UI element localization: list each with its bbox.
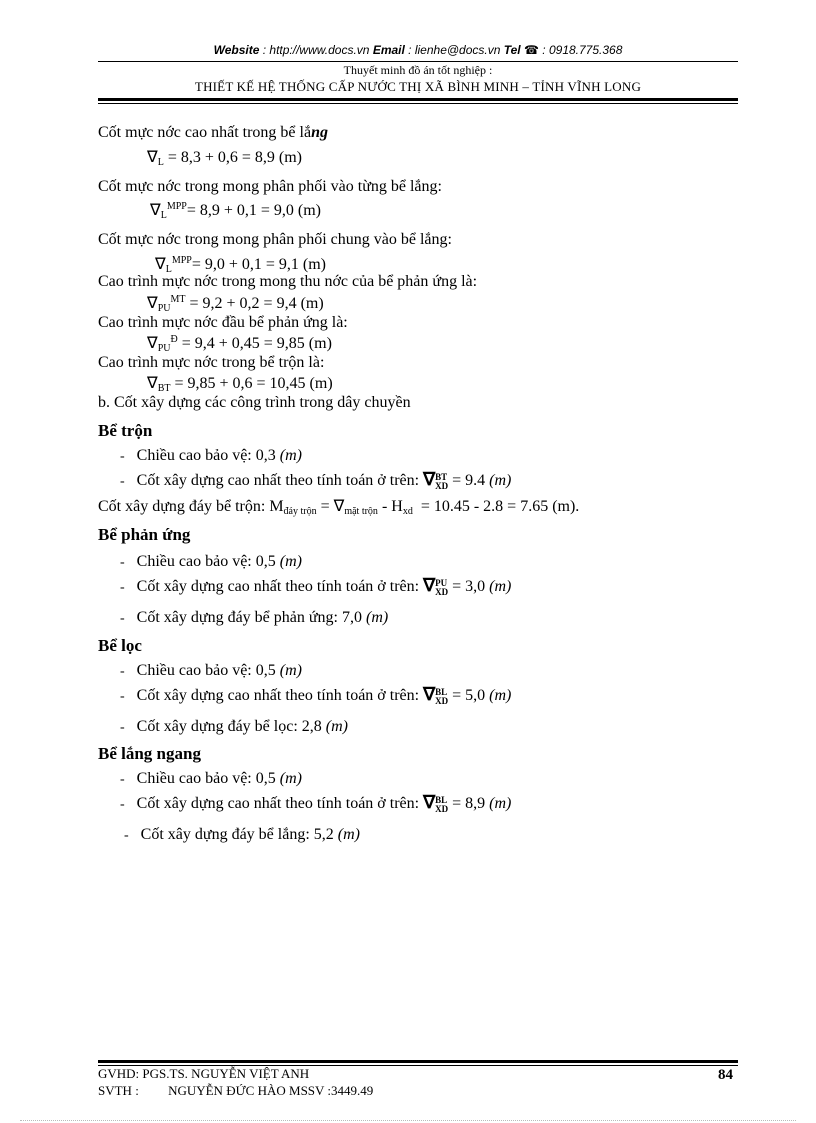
formula-2: $\nabla_L^{MPP}= 8,9 + 0,1 = 9,0$ (m) [150,201,321,221]
list-item: - Chiều cao bảo vệ: 0,3 (m) [120,447,302,464]
formula-4: $\nabla_{PU}^{MT} = 9,2 + 0,2 = 9,4$ (m) [147,294,324,314]
heading-reaction-tank: Bể phản ứng [98,525,191,544]
tel-value: : 0918.775.368 [542,43,623,57]
paragraph-7: b. Cốt xây dựng các công trình trong dây chuyền [98,394,411,411]
paragraph-4: Cao trình mực nớc trong mong thu nớc của bể phản ứng là: [98,273,478,290]
mix-bottom-line: Cốt xây dựng đáy bể trộn: $M_{đáy trộn} = \nabla_{mặt trộn} - H_{xd} = 10.45 - 2.8 = 7.65$ (m). [98,498,580,517]
page-edge-dots [20,1120,796,1121]
list-item: - Cốt xây dựng đáy bể lắng: 5,2 (m) [124,826,360,843]
list-item: - Cốt xây dựng đáy bể lọc: 2,8 (m) [120,718,348,735]
page-number: 84 [718,1067,733,1083]
header-rule-thin [98,103,738,104]
formula-3: $\nabla_L^{MPP}= 9,0 + 0,1 = 9,1$ (m) [155,255,326,275]
list-item: - Cốt xây dựng cao nhất theo tính toán ở trên: ∇PU XD = 3,0 (m) [120,575,512,597]
header-rule-thick [98,98,738,101]
paragraph-5: Cao trình mực nớc đầu bể phản ứng là: [98,314,348,331]
formula-6: $\nabla_{BT} = 9,85 + 0,6 = 10,45$ (m) [147,375,333,394]
list-item: - Cốt xây dựng cao nhất theo tính toán ở trên: ∇BL XD = 5,0 (m) [120,684,512,706]
heading-settling-tank: Bể lắng ngang [98,744,201,763]
list-item: - Cốt xây dựng đáy bể phản ứng: 7,0 (m) [120,609,389,626]
phone-icon: ☎ [524,43,539,57]
paragraph-6: Cao trình mực nớc trong bể trộn là: [98,354,325,371]
formula-5: $\nabla_{PU}^Đ = 9,4 + 0,45 = 9,85$ (m) [147,334,332,354]
list-item: - Chiều cao bảo vệ: 0,5 (m) [120,662,302,679]
paragraph-2: Cốt mực nớc trong mong phân phối vào từng bể lắng: [98,178,442,195]
header-subtitle: Thuyết minh đồ án tốt nghiệp : [343,63,493,77]
list-item: - Cốt xây dựng cao nhất theo tính toán ở trên: ∇BT XD = 9.4 (m) [120,469,512,491]
paragraph-1: Cốt mực nớc cao nhất trong bể lắng [98,124,328,141]
list-item: - Cốt xây dựng cao nhất theo tính toán ở trên: ∇BL XD = 8,9 (m) [120,792,512,814]
header-rule [98,61,738,62]
tel-label: Tel [503,43,521,57]
heading-filter-tank: Bể lọc [98,636,142,655]
formula-1: $\nabla_L = 8,3 + 0,6 = 8,9$ (m) [147,149,302,168]
website-label: Website [213,43,260,57]
heading-mix-tank: Bể trộn [98,421,153,440]
header-title: THIẾT KẾ HỆ THỐNG CẤP NƯỚC THỊ XÃ BÌNH MINH – TỈNH VĨNH LONG [194,79,642,94]
paragraph-3: Cốt mực nớc trong mong phân phối chung vào bể lắng: [98,231,452,248]
email-label: Email [372,43,405,57]
website-value: : http://www.docs.vn [262,43,370,57]
list-item: - Chiều cao bảo vệ: 0,5 (m) [120,553,302,570]
email-value: : lienhe@docs.vn [408,43,501,57]
footer-advisor: GVHD: PGS.TS. NGUYỄN VIỆT ANH [98,1066,310,1081]
footer-student: SVTH : NGUYỄN ĐỨC HÀO MSSV :3449.49 [98,1083,374,1098]
footer-rule-thick [98,1060,738,1063]
list-item: - Chiều cao bảo vệ: 0,5 (m) [120,770,302,787]
header-contact [98,43,738,57]
